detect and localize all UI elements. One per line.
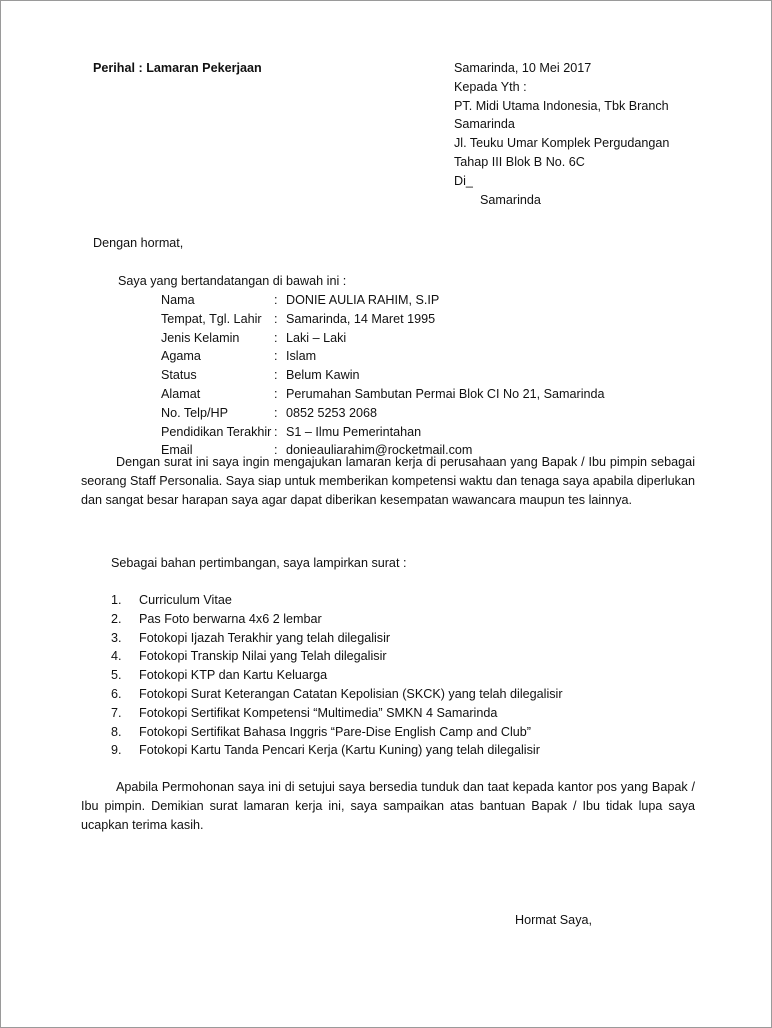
intro-line: Saya yang bertandatangan di bawah ini :: [118, 274, 347, 288]
identity-value: 0852 5253 2068: [286, 405, 378, 420]
attachment-text: Fotokopi Kartu Tanda Pencari Kerja (Kartu Kuning) yang telah dilegalisir: [139, 743, 540, 758]
identity-separator: :: [274, 386, 278, 401]
to-line: Kepada Yth :: [454, 79, 527, 94]
attachment-list: [111, 591, 563, 760]
attachment-text: Curriculum Vitae: [139, 593, 232, 607]
identity-separator: :: [274, 311, 278, 326]
identity-row: [161, 404, 605, 423]
attachment-item: [111, 647, 563, 666]
attachment-text: Pas Foto berwarna 4x6 2 lembar: [139, 611, 322, 626]
attachment-number: 4.: [111, 649, 122, 664]
identity-separator: :: [274, 368, 278, 383]
attachment-text: Fotokopi Transkip Nilai yang Telah dilegalisir: [139, 649, 387, 664]
recipient-address: [454, 59, 669, 209]
identity-label: Agama: [161, 349, 201, 364]
attachment-item: [111, 685, 563, 704]
identity-row: [161, 366, 605, 385]
identity-value: S1 – Ilmu Pemerintahan: [286, 424, 422, 439]
attachment-number: 6.: [111, 686, 122, 701]
attachment-item: [111, 610, 563, 629]
identity-separator: :: [274, 405, 278, 420]
identity-row: [161, 385, 605, 404]
closing-paragraph: Apabila Permohonan saya ini di setujui saya bersedia tunduk dan taat kepada kantor pos yang Bapak / Ibu pimpin. Demikian surat lamaran kerja ini, saya sampaikan atas bantuan Bapak / Ibu tidak lupa saya ucapkan terima kasih.: [81, 780, 695, 832]
identity-value: Laki – Laki: [286, 330, 347, 345]
attachment-text: Fotokopi KTP dan Kartu Keluarga: [139, 668, 328, 683]
attachment-number: 7.: [111, 705, 122, 720]
attachment-number: 1.: [111, 593, 122, 607]
attachment-number: 3.: [111, 630, 122, 645]
identity-separator: :: [274, 349, 278, 364]
identity-row: [161, 291, 605, 310]
attachment-item: [111, 591, 563, 610]
attachment-number: 9.: [111, 743, 122, 758]
identity-separator: :: [274, 330, 278, 345]
subject-line: Perihal : Lamaran Pekerjaan: [93, 61, 262, 75]
identity-label: Pendidikan Terakhir: [161, 424, 272, 439]
identity-row: [161, 347, 605, 366]
identity-value: Belum Kawin: [286, 368, 360, 383]
identity-label: Email: [161, 443, 193, 458]
identity-value: Perumahan Sambutan Permai Blok CI No 21, Samarinda: [286, 386, 605, 401]
identity-value: Islam: [286, 349, 317, 364]
identity-row: [161, 310, 605, 329]
identity-table: [161, 291, 605, 460]
recipient-city: Samarinda: [480, 192, 541, 207]
identity-value: Samarinda, 14 Maret 1995: [286, 311, 436, 326]
attachment-item: [111, 629, 563, 648]
attachment-item: [111, 666, 563, 685]
identity-label: Tempat, Tgl. Lahir: [161, 311, 262, 326]
identity-value: donieauliarahim@rocketmail.com: [286, 443, 473, 458]
company-name: PT. Midi Utama Indonesia, Tbk Branch: [454, 98, 669, 113]
identity-separator: :: [274, 443, 278, 458]
identity-label: Nama: [161, 293, 195, 307]
identity-row: [161, 423, 605, 442]
attachment-text: Fotokopi Ijazah Terakhir yang telah dilegalisir: [139, 630, 391, 645]
attachment-text: Fotokopi Surat Keterangan Catatan Kepolisian (SKCK) yang telah dilegalisir: [139, 686, 563, 701]
attachment-number: 2.: [111, 611, 122, 626]
application-paragraph: Dengan surat ini saya ingin mengajukan lamaran kerja di perusahaan yang Bapak / Ibu pimpin sebagai seorang Staff Personalia. Saya siap untuk memberikan kompetensi waktu dan tenaga saya apabila diperlukan dan sangat besar harapan saya agar dapat diberikan kesempatan wawancara maupun tes lainnya.: [81, 455, 695, 507]
attachment-item: [111, 704, 563, 723]
di-line: Di_: [454, 173, 473, 188]
identity-row: [161, 329, 605, 348]
identity-label: Alamat: [161, 386, 201, 401]
attachment-item: [111, 741, 563, 760]
attachment-text: Fotokopi Sertifikat Kompetensi “Multimedia” SMKN 4 Samarinda: [139, 705, 498, 720]
place-date: Samarinda, 10 Mei 2017: [454, 61, 592, 75]
identity-label: Status: [161, 368, 197, 383]
identity-separator: :: [274, 293, 278, 307]
attachment-item: [111, 723, 563, 742]
attachment-text: Fotokopi Sertifikat Bahasa Inggris “Pare-Dise English Camp and Club”: [139, 724, 531, 739]
identity-separator: :: [274, 424, 278, 439]
identity-value: DONIE AULIA RAHIM, S.IP: [286, 293, 440, 307]
greeting: Dengan hormat,: [93, 236, 184, 250]
block-address: Tahap III Blok B No. 6C: [454, 154, 585, 169]
attachments-intro: Sebagai bahan pertimbangan, saya lampirkan surat :: [111, 556, 407, 570]
attachment-number: 5.: [111, 668, 122, 683]
company-city: Samarinda: [454, 117, 515, 132]
closing-salutation: Hormat Saya,: [515, 913, 592, 927]
attachment-number: 8.: [111, 724, 122, 739]
identity-label: No. Telp/HP: [161, 405, 228, 420]
identity-label: Jenis Kelamin: [161, 330, 240, 345]
street-address: Jl. Teuku Umar Komplek Pergudangan: [454, 136, 670, 151]
